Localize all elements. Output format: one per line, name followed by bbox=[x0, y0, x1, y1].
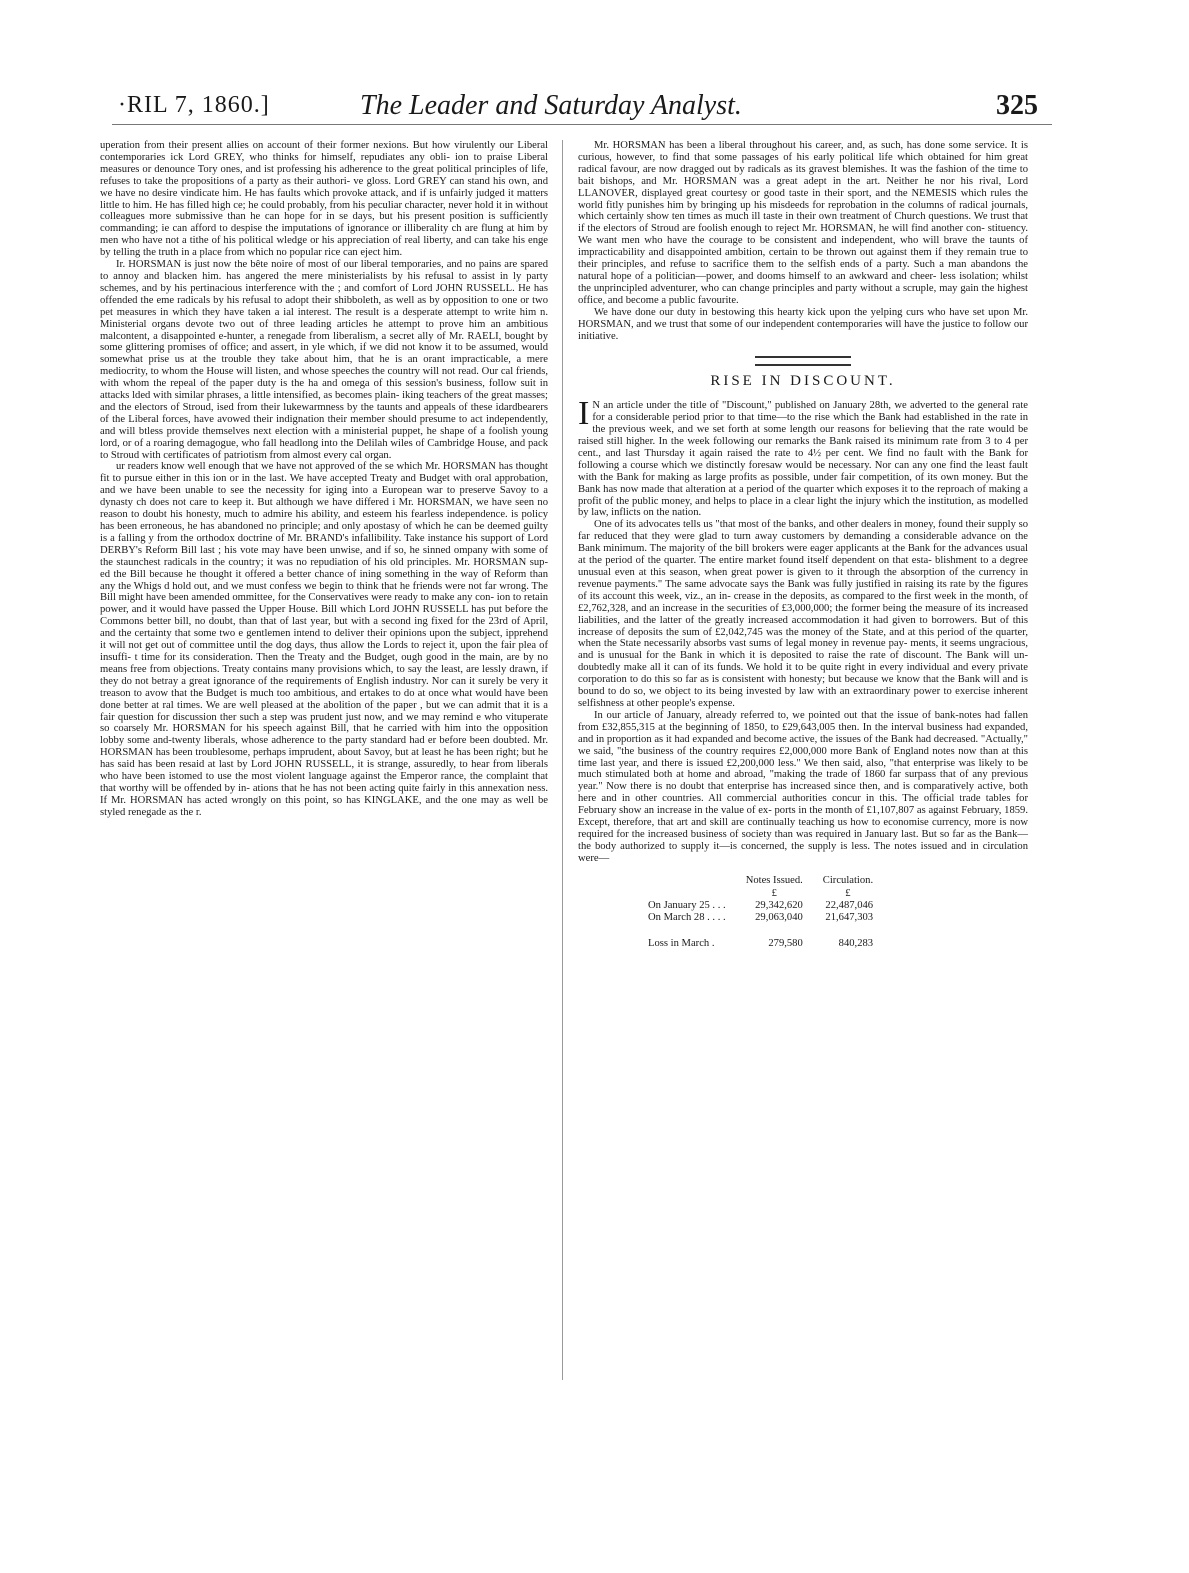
header-rule bbox=[112, 124, 1052, 125]
paragraph: ur readers know well enough that we have not approved of the se which Mr. HORSMAN has thought fit to pursue either in this ion or in the last. We have accepted Treaty and Budget with oral approbation, and we have been unable to see the necessity for iging into a European war to preserve Savoy to a dynasty ch does not care to keep it. But although we have differed i Mr. HORSMAN, we have seen no reason to doubt his honesty, much to admire his ability, and esteem his fearless independence. is policy has been erroneous, he has abandoned no principle; and only apostasy of which he can be deemed guilty is a falling y from the orthodox doctrine of Mr. BRAND's infallibility. Take instance his support of Lord DERBY's Reform Bill last ; his vote may have been unwise, and if so, he sinned ompany with some of the staunchest radicals in the country; it was no repudiation of his old principles. Mr. HORSMAN sup- ed the Bill because he thought it offered a better chance of ining something in the way of Reform than any the Whigs d hold out, and we must confess we begin to think that he friends were not far wrong. The Bill might have been amended ommittee, for the Conservatives were ready to make any con- ion to retain power, and it would have passed the Upper House. Bill which Lord JOHN RUSSELL has put before the Commons better bill, no doubt, than that of last year, but with a second ing fixed for the 23rd of April, and the certainty that some two e gentlemen intend to deliver their opinions upon the subject, ipprehend it will not get out of committee until the dog days, thus allow the Lords to reject it, upon the fair plea of insuffi- t time for its consideration. Then the Treaty and the Budget, ough good in the main, are by no means free from objections. Treaty contains many provisions which, to say the least, are lessly drawn, if they do not betray a great ignorance of the requirements of English industry. Nor can it surely be very it treason to avow that the Budget is much too ambitious, and ertakes to do at once what would have been done better at ral times. We are well pleased at the abolition of the paper , but we can admit that it is a fair question for discussion ther such a step was prudent just now, and we may remind e who vituperate so coarsely Mr. HORSMAN for his speech against Bill, that he carried with him into the opposition lobby some and-twenty liberals, whose adherence to the party standard had er before been doubted. Mr. HORSMAN has been troublesome, perhaps imprudent, about Savoy, but at least he has been right; but he has said has been resaid at last by Lord JOHN RUSSELL, it is strange, assuredly, to hear from liberals who have been istomed to use the most violent language against the Emperor rance, the complaint that that worthy will be offended by in- ations that he has not been acting quite fairly in this annexation ness. If Mr. HORSMAN has acted wrongly on this point, so has KINGLAKE, and the one may as well be styled renegade as the r. bbox=[100, 461, 548, 818]
paragraph: In our article of January, already referred to, we pointed out that the issue of bank-notes had fallen from £32,855,315 at the beginning of 1850, to £29,643,005 then. In the interval business had expanded, and in proportion as it had expanded and become active, the issues of the Bank had decreased. "Actually," we said, "the business of the country requires £2,000,000 more Bank of England notes now than at this time last year, and there is issued £2,200,000 less." We then said, also, "that enterprise was likely to be much stimulated both at home and abroad, "making the trade of 1860 far surpass that of any previous year." Now there is no doubt that enterprise has increased since then, and is comparatively active, both here and in other countries. All commercial authorities concur in this. The official trade tables for February show an increase in the value of ex- ports in the month of £1,107,807 as against February, 1859. Except, therefore, that art and skill are continually teaching us how to economise currency, more is now required for the increased business of society than was required in January last. But so far as the Bank—the body authorized to supply it—is concerned, the supply is less. The notes issued and in circulation were— bbox=[578, 709, 1028, 864]
paragraph: uperation from their present allies on account of their former nexions. But how virulently our Liberal contemporaries ick Lord GREY, who thinks for himself, repudiates any obli- ion to praise Liberal measures or denounce Tory ones, and ist professing his adherence to the great political principles of life, refuses to take the propositions of a party as their authori- ve gloss. Lord GREY can stand his own, and we have no desire vindicate him. He has faults which provoke attack, and if is unfairly judged it matters little to him. He has filled high ce; he could probably, from his peculiar character, never hold it in without colleagues more submissive than he can hope for in se days, but his present position is sufficiently commanding; ie can afford to despise the imputations of ignorance or illiberality ch are flung at him by men who have not a tithe of his political wledge or his appreciation of real liberty, and can take his enge by telling the truth in a place from which no popular rice can eject him. bbox=[100, 140, 548, 259]
notes-issued: 279,580 bbox=[768, 938, 803, 950]
notes-table bbox=[608, 875, 883, 951]
page-number: 325 bbox=[996, 90, 1038, 121]
row-label: Loss in March . bbox=[648, 938, 715, 950]
circulation: 22,487,046 bbox=[825, 900, 874, 912]
page-header bbox=[100, 88, 1050, 128]
notes-issued: 29,063,040 bbox=[755, 912, 803, 924]
section-separator bbox=[755, 356, 851, 366]
issue-date: ·RIL 7, 1860.] bbox=[118, 92, 270, 118]
paragraph: Ir. HORSMAN is just now the bête noire of most of our liberal temporaries, and no pains are spared to annoy and blacken him. has angered the mere ministerialists by his refusal to assist in ly party schemes, and by his pertinacious interference with the ; and comfort of Lord JOHN RUSSELL. He has offended the eme radicals by his refusal to adopt their shibboleth, as well as by opposition to one or two pet measures in which they have taken a ial interest. The result is a desperate attempt to write him n. Ministerial organs devote two out of three leading articles he attempt to prove him an ambitious malcontent, a disappointed e-hunter, a renegade from liberalism, a secret ally of Mr. RAELI, bought by some glittering promises of office; and assert, in yle which, if we did not know it to be assumed, would somewhat prise us at the trouble they take about him, that he is an orant impracticable, a mere mediocrity, to whom the House will listen, and whose speeches the country will not read. Our cal friends, with whom the repeal of the paper duty is the ha and omega of this session's business, follow suit in attacks lded with similar phrases, a little intensified, as becomes plain- iking teachers of the great masses; and the electors of Stroud, ised from their lukewarmness by the taunts and appeals of these idardbearers of the Liberal forces, have avowed their indignation their member should presume to act independently, and will btless provide themselves next election with a ministerial puppet, he shape of a foolish young lord, or of a roaring demagogue, who fall headlong into the Delilah wiles of Cambridge House, and pack to Stroud with certificates of patriotism from almost every cal organ. bbox=[100, 259, 548, 461]
table-row-total bbox=[608, 924, 883, 950]
paragraph bbox=[578, 395, 1028, 519]
unit: £ bbox=[771, 887, 777, 899]
circulation: 840,283 bbox=[838, 938, 874, 950]
row-label: On March 28 . . . . bbox=[648, 912, 726, 924]
paragraph: Mr. HORSMAN has been a liberal throughout his career, and, as such, has done some service. It is curious, however, to find that some passages of his early political life which obtained for him great radical favour, are now dragged out by radicals as its gravest blemishes. It was the fashion of the time to bait bishops, and Mr. HORSMAN was a great adept in the art. Neither he nor his rival, Lord LLANOVER, displayed great courtesy or good taste in their sport, and the NEMESIS which rules the world fitly punishes him by bringing up his misdeeds for reprobation in the columns of radical journals, which certainly show ten times as much ill taste in their own treatment of Church questions. We trust that if the electors of Stroud are foolish enough to reject Mr. HORSMAN, he will find another con- stituency. We want men who have the courage to be consistent and independent, who will brave the taunts of impracticability and disappointed ambition, certain to be thrown out against them if they remain true to their principles, and refuse to sacrifice them to the selfish ends of a party. Such a man abandons the natural hope of a politician—power, and dooms himself to an awkward and cheer- less isolation; whilst the unprincipled adventurer, who can change principles and party without a scruple, may gain the highest office, and become a public favourite. bbox=[578, 140, 1028, 306]
right-column bbox=[578, 140, 1028, 950]
paragraph: We have done our duty in bestowing this hearty kick upon the yelping curs who have set upon Mr. HORSMAN, and we trust that some of our independent contemporaries will have the justice to follow our initiative. bbox=[578, 306, 1028, 342]
column-divider bbox=[562, 140, 563, 1380]
table-row bbox=[608, 912, 883, 924]
circulation: 21,647,303 bbox=[825, 912, 874, 924]
left-column bbox=[100, 140, 548, 819]
table-row bbox=[608, 900, 883, 912]
column-header: Notes Issued. bbox=[745, 874, 803, 886]
paragraph: One of its advocates tells us "that most of the banks, and other dealers in money, found their supply so far reduced that they were glad to turn away customers by demanding a considerable advance on the Bank minimum. The majority of the bill brokers were eager applicants at the Bank for the advances usual at the period of the quarter. The entire market found itself dependent on that esta- blishment to a degree unusual even at this season, when great power is given to it through the absorption of the currency in revenue payments." The same advocate says the Bank was fully justified in raising its rate by the figures of its account this week, viz., an in- crease in the deposits, as compared to the first week in the month, of £2,762,328, and an increase in the securities of £3,000,000; the former being the measure of its increased liabilities, and the latter of the greatly increased accommodation it had given to borrowers. But of this increase of deposits the sum of £2,042,745 was the money of the State, and at this period of the quarter, when the State necessarily absorbs vast sums of legal money in revenue pay- ments, it seems ungracious, and is unusual for the Bank in which it is deposited to raise the rate of discount. The Bank will un- doubtedly make all it can of its funds. We hold it to be quite right in every individual and every private corporation to do this so far as is consistent with honesty; but because we know that the Bank will and is bound to do so, we object to its being invested by law with an extraordinary power to exercise inherent selfishness at other people's expense. bbox=[578, 519, 1028, 709]
unit: £ bbox=[845, 887, 851, 899]
drop-cap: I bbox=[578, 395, 590, 433]
section-title: RISE IN DISCOUNT. bbox=[710, 373, 896, 390]
publication-title: The Leader and Saturday Analyst. bbox=[360, 90, 742, 121]
row-label: On January 25 . . . bbox=[648, 900, 726, 912]
notes-issued: 29,342,620 bbox=[755, 900, 803, 912]
column-header: Circulation. bbox=[822, 874, 874, 886]
paragraph-text: N an article under the title of "Discount," published on January 28th, we adverted to the general rate for a considerable period prior to that time—to the rise which the Bank had established in the rate in the previous week, and we set forth at some length our reasons for believing that the rate would be raised still higher. In the week following our remarks the Bank raised its minimum rate from 3 to 4 per cent., and last Thursday it again raised the rate to 4½ per cent. We find no fault with the Bank for following a course which we distinctly foresaw would be necessary. Nor can any one find the least fault with the Bank for making as large profits as possible, under fair competition, of its own money. But the Bank has now made that alteration at a period of the quarter which exposes it to the reproach of making a profit of the public money, and helps to place in a clear light the injury which the institution, as modelled by law, inflicts on the nation. bbox=[578, 400, 1028, 519]
